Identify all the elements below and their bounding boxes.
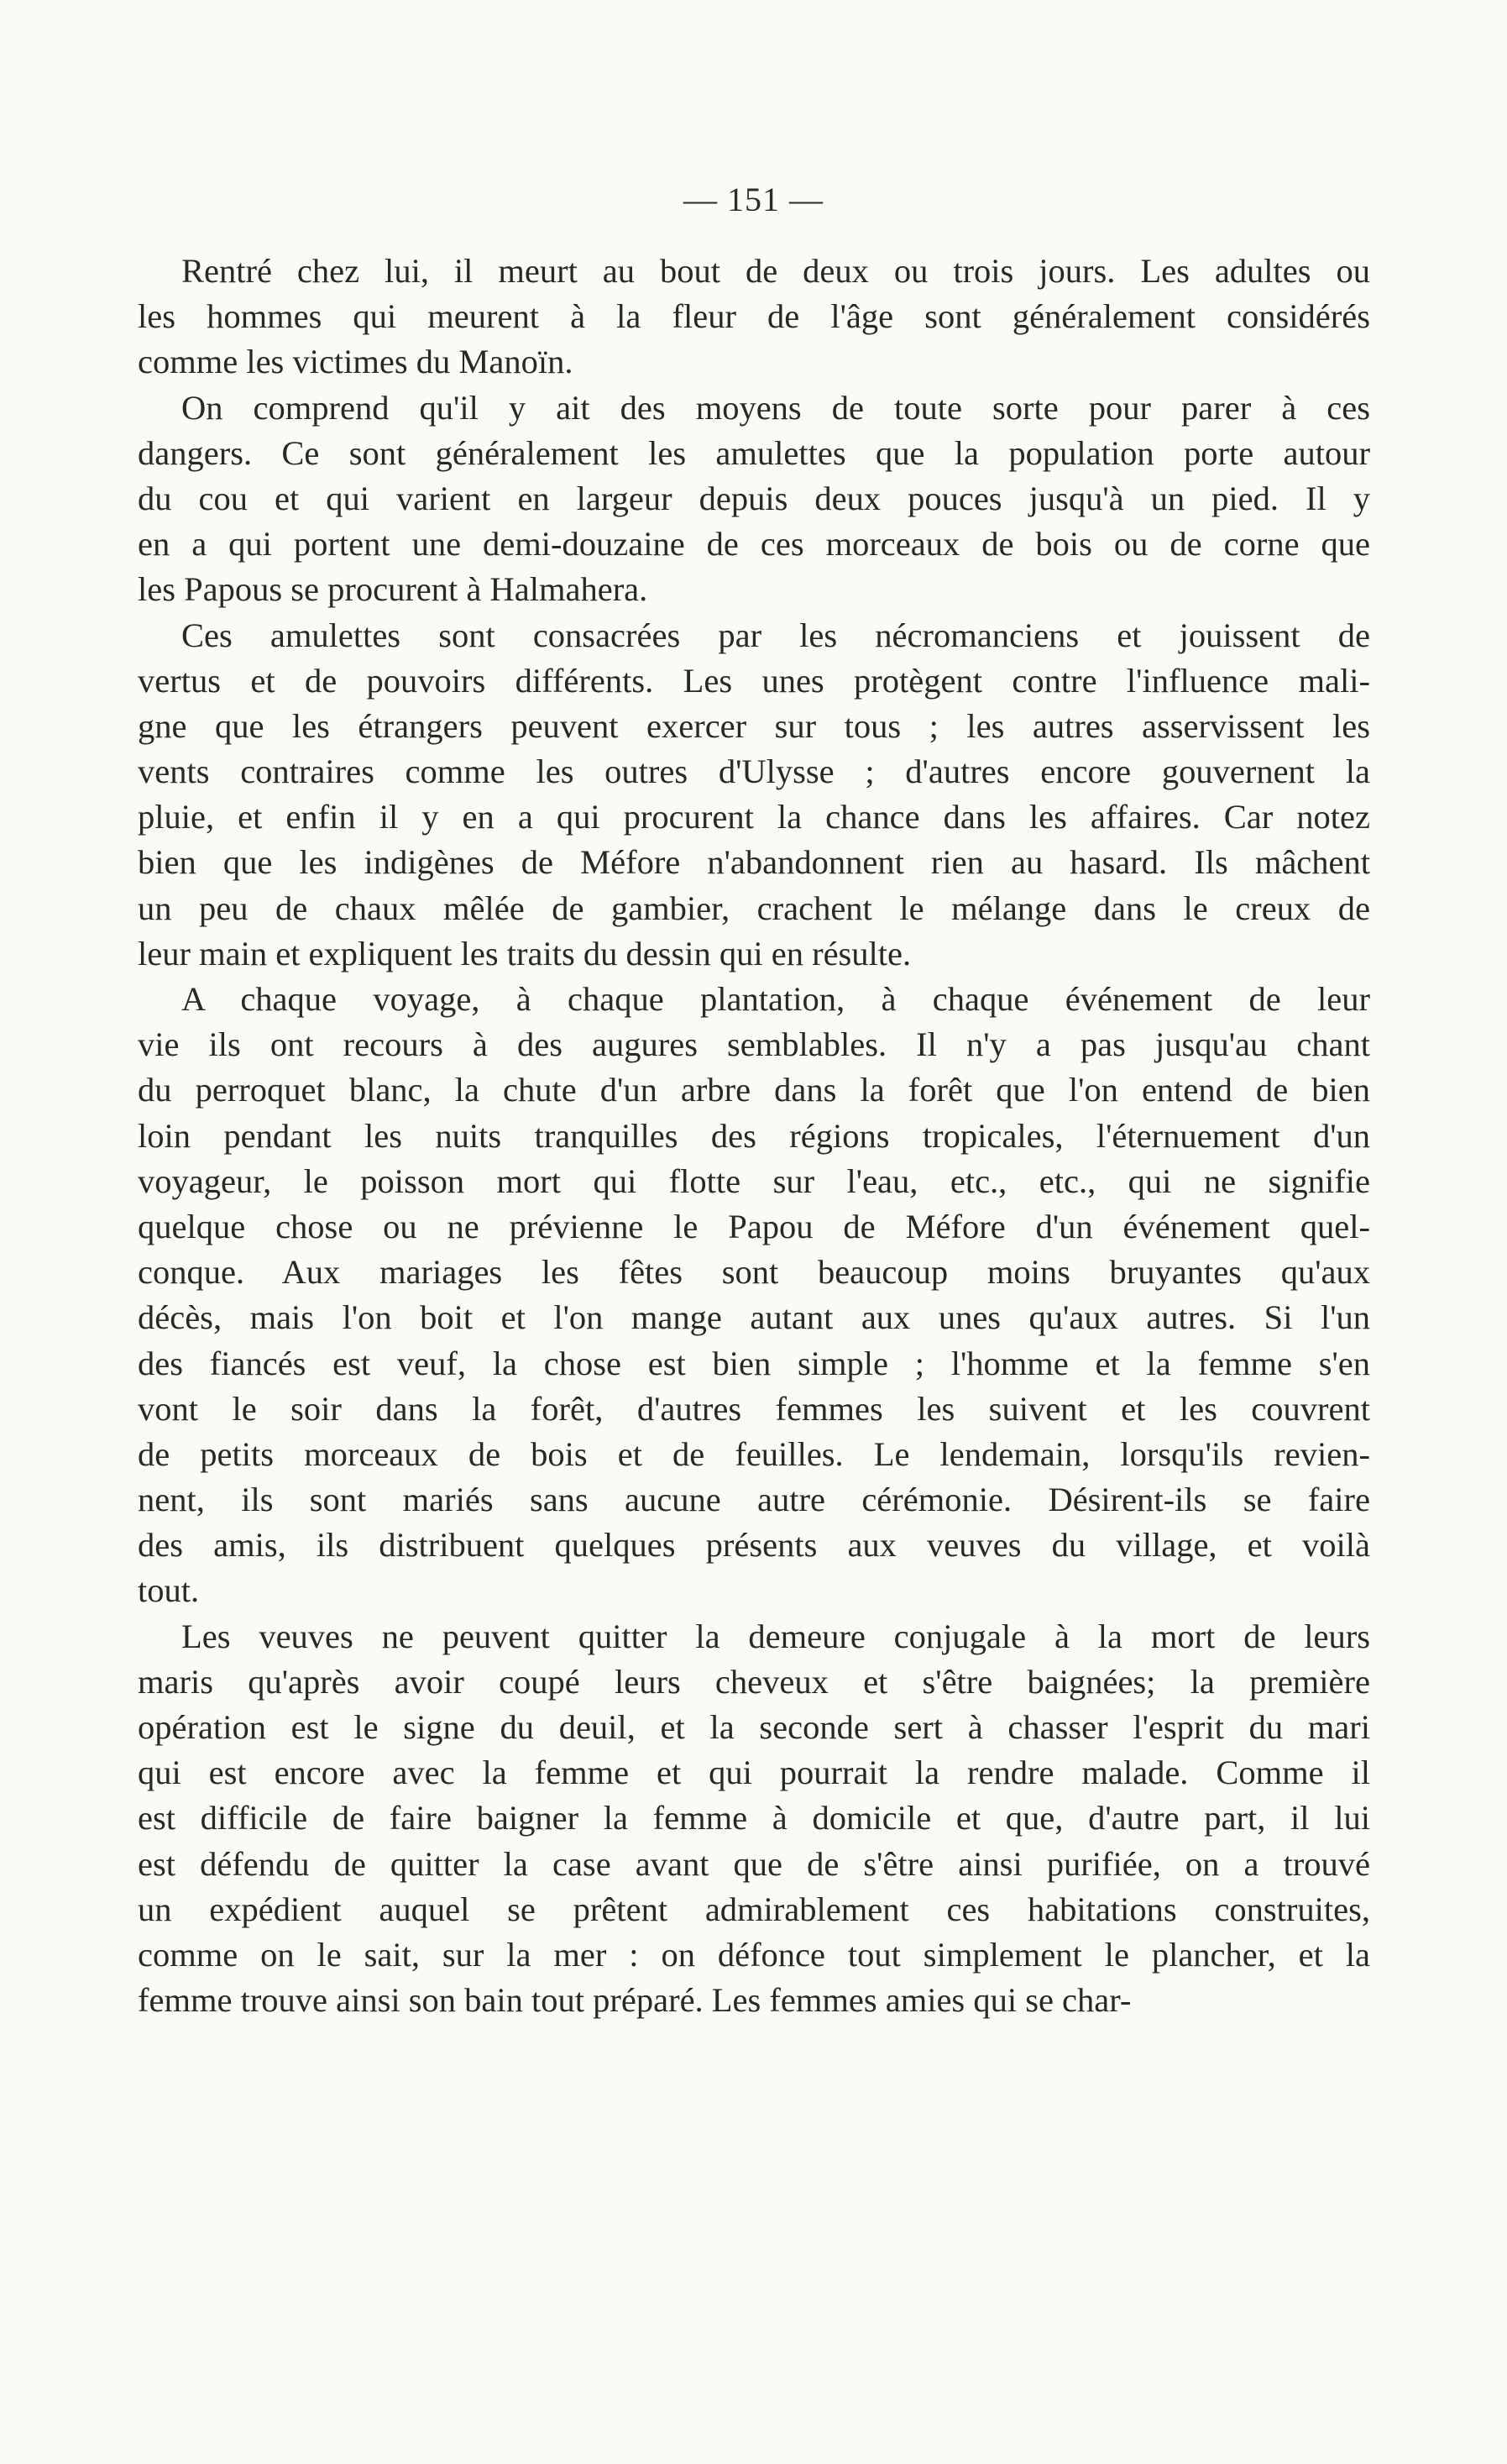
text-line: pluie, et enfin il y en a qui procurent la chance dans les affaires. Car notez bbox=[138, 798, 1370, 836]
text-line: est difficile de faire baigner la femme à domicile et que, d'autre part, il lui bbox=[138, 1799, 1370, 1838]
text-line: comme on le sait, sur la mer : on défonce tout simplement le plancher, et la bbox=[138, 1935, 1370, 1974]
text-line: nent, ils sont mariés sans aucune autre cérémonie. Désirent-ils se faire bbox=[138, 1481, 1370, 1519]
text-line: femme trouve ainsi son bain tout préparé. Les femmes amies qui se char- bbox=[138, 1981, 1132, 2020]
page-number: — 151 — bbox=[683, 181, 824, 218]
text-line: On comprend qu'il y ait des moyens de toute sorte pour parer à ces bbox=[181, 388, 1370, 427]
text-line: qui est encore avec la femme et qui pourrait la rendre malade. Comme il bbox=[138, 1754, 1370, 1792]
text-line: un expédient auquel se prêtent admirablement ces habitations construites, bbox=[138, 1890, 1370, 1928]
text-line: conque. Aux mariages les fêtes sont beaucoup moins bruyantes qu'aux bbox=[138, 1253, 1370, 1292]
text-line: des amis, ils distribuent quelques présents aux veuves du village, et voilà bbox=[138, 1526, 1370, 1565]
text-line: dangers. Ce sont généralement les amulettes que la population porte autour bbox=[138, 433, 1370, 472]
text-line: bien que les indigènes de Méfore n'abandonnent rien au hasard. Ils mâchent bbox=[138, 843, 1370, 882]
text-line: vont le soir dans la forêt, d'autres femmes les suivent et les couvrent bbox=[138, 1389, 1370, 1428]
text-line: du cou et qui varient en largeur depuis deux pouces jusqu'à un pied. Il y bbox=[138, 479, 1370, 517]
text-line: un peu de chaux mêlée de gambier, crachent le mélange dans le creux de bbox=[138, 889, 1370, 927]
text-line: décès, mais l'on boit et l'on mange autant aux unes qu'aux autres. Si l'un bbox=[138, 1298, 1370, 1337]
paragraph bbox=[138, 1614, 1370, 2024]
text-line: tout. bbox=[138, 1571, 200, 1610]
text-line: opération est le signe du deuil, et la seconde sert à chasser l'esprit du mari bbox=[138, 1708, 1370, 1746]
text-line: Rentré chez lui, il meurt au bout de deux ou trois jours. Les adultes ou bbox=[181, 252, 1370, 290]
text-line: vents contraires comme les outres d'Ulysse ; d'autres encore gouvernent la bbox=[138, 752, 1370, 791]
text-line: voyageur, le poisson mort qui flotte sur l'eau, etc., etc., qui ne signifie bbox=[138, 1161, 1370, 1200]
text-line: en a qui portent une demi-douzaine de ces morceaux de bois ou de corne que bbox=[138, 525, 1370, 564]
paragraph bbox=[138, 385, 1370, 613]
text-line: comme les victimes du Manoïn. bbox=[138, 343, 573, 381]
paragraph bbox=[138, 249, 1370, 385]
text-line: maris qu'après avoir coupé leurs cheveux et s'être baignées; la première bbox=[138, 1662, 1370, 1701]
text-line: gne que les étrangers peuvent exercer sur tous ; les autres asservissent les bbox=[138, 706, 1370, 745]
text-line: A chaque voyage, à chaque plantation, à chaque événement de leur bbox=[181, 980, 1370, 1018]
paragraph bbox=[138, 977, 1370, 1614]
text-line: leur main et expliquent les traits du dessin qui en résulte. bbox=[138, 934, 912, 972]
text-line: les Papous se procurent à Halmahera. bbox=[138, 570, 648, 609]
text-line: quelque chose ou ne prévienne le Papou de Méfore d'un événement quel- bbox=[138, 1207, 1370, 1245]
text-line: loin pendant les nuits tranquilles des régions tropicales, l'éternuement d'un bbox=[138, 1116, 1370, 1155]
text-line: les hommes qui meurent à la fleur de l'âge sont généralement considérés bbox=[138, 297, 1370, 336]
text-line: est défendu de quitter la case avant que de s'être ainsi purifiée, on a trouvé bbox=[138, 1844, 1370, 1883]
text-line: Les veuves ne peuvent quitter la demeure conjugale à la mort de leurs bbox=[181, 1617, 1370, 1655]
text-line: Ces amulettes sont consacrées par les nécromanciens et jouissent de bbox=[181, 616, 1370, 654]
paragraph bbox=[138, 613, 1370, 978]
text-line: des fiancés est veuf, la chose est bien simple ; l'homme et la femme s'en bbox=[138, 1344, 1370, 1382]
body-text bbox=[138, 249, 1370, 2023]
text-line: vertus et de pouvoirs différents. Les unes protègent contre l'influence mali- bbox=[138, 661, 1370, 700]
text-line: de petits morceaux de bois et de feuilles. Le lendemain, lorsqu'ils revien- bbox=[138, 1434, 1370, 1473]
text-line: vie ils ont recours à des augures semblables. Il n'y a pas jusqu'au chant bbox=[138, 1025, 1370, 1064]
text-line: du perroquet blanc, la chute d'un arbre dans la forêt que l'on entend de bien bbox=[138, 1071, 1370, 1109]
